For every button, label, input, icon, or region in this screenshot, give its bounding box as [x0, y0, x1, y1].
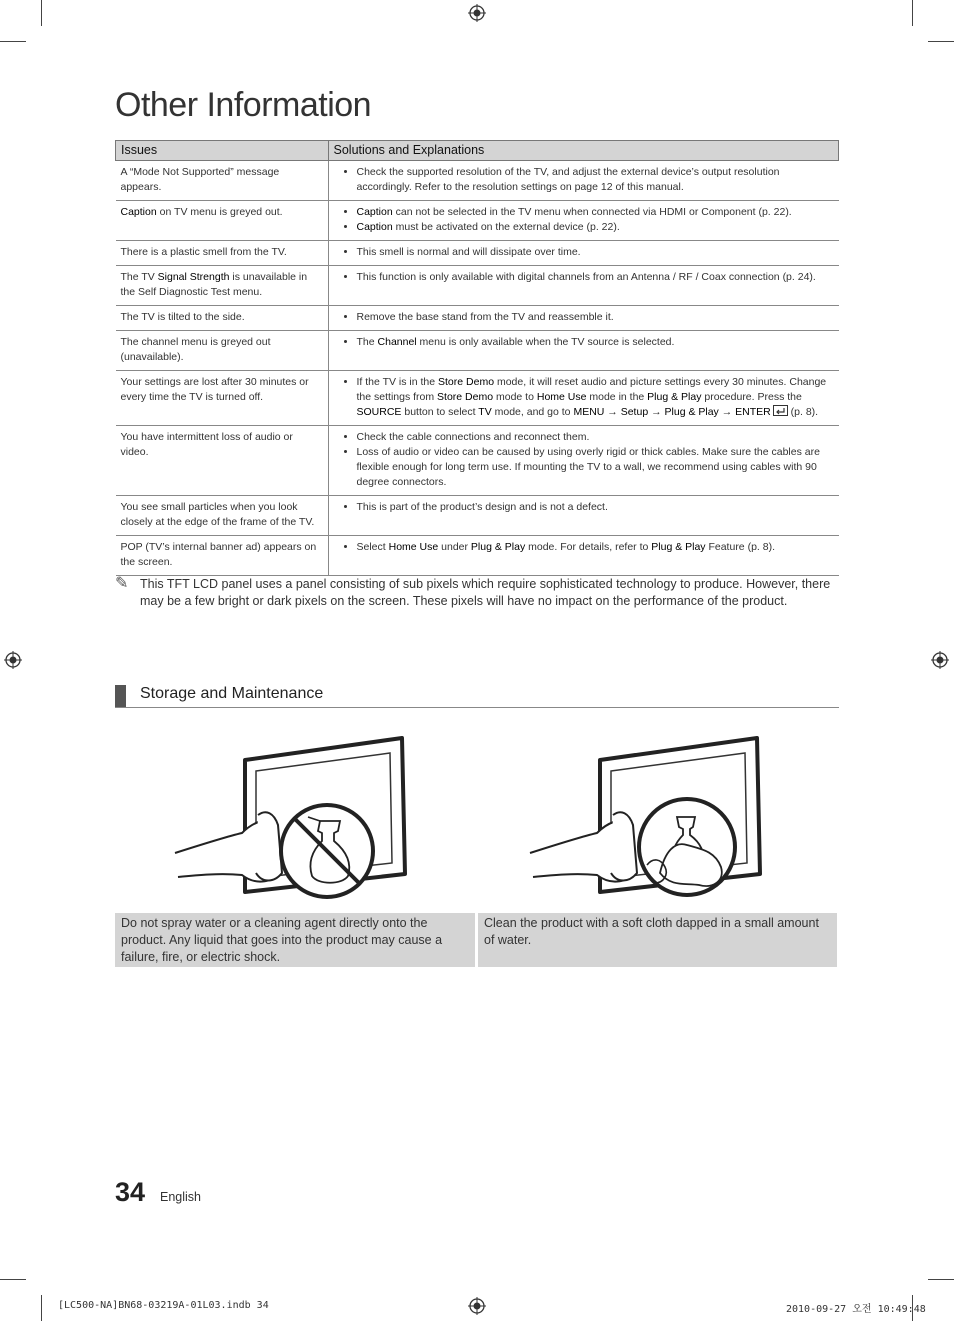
- page-title: Other Information: [115, 86, 372, 124]
- troubleshooting-table: [115, 140, 839, 576]
- solution-cell: [328, 331, 839, 371]
- column-header-issues: Issues: [116, 141, 329, 161]
- solution-text: →: [718, 406, 736, 418]
- solution-cell: [328, 496, 839, 536]
- solution-text: must be activated on the external device (p. 22).: [392, 221, 620, 233]
- issue-cell: [116, 306, 329, 331]
- solution-keyword: Channel: [377, 336, 417, 348]
- page-language: English: [160, 1190, 201, 1204]
- table-row: [116, 426, 839, 496]
- issue-text: The TV is tilted to the side.: [120, 311, 245, 323]
- issue-text: The channel menu is greyed out (unavailable).: [120, 336, 271, 363]
- issue-text: The TV: [120, 271, 158, 283]
- issue-cell: [116, 496, 329, 536]
- solution-keyword: Store Demo: [437, 391, 494, 403]
- table-row: [116, 331, 839, 371]
- solution-keyword: Plug & Play: [647, 391, 702, 403]
- solution-item: [357, 245, 834, 260]
- issue-text: POP (TV’s internal banner ad) appears on the screen.: [120, 541, 317, 568]
- issue-text: There is a plastic smell from the TV.: [120, 246, 287, 258]
- issue-text: on TV menu is greyed out.: [156, 206, 283, 218]
- registration-mark-icon: [931, 651, 949, 669]
- table-row: [116, 496, 839, 536]
- solution-text: procedure. Press the: [701, 391, 802, 403]
- crop-mark: [41, 0, 42, 26]
- issue-cell: [116, 161, 329, 201]
- solution-item: [357, 220, 834, 235]
- solution-text: →: [604, 406, 621, 418]
- issue-keyword: Caption: [120, 206, 157, 218]
- note-block: [115, 576, 839, 609]
- solution-cell: [328, 241, 839, 266]
- solution-text: The: [356, 336, 378, 348]
- solution-list: [334, 540, 834, 555]
- solution-list: [334, 245, 834, 260]
- solution-text: mode in the: [586, 391, 648, 403]
- solution-keyword: TV: [478, 406, 492, 418]
- solution-cell: [328, 266, 839, 306]
- solution-item: [357, 335, 834, 350]
- registration-mark-icon: [468, 4, 486, 22]
- crop-mark: [928, 1279, 954, 1280]
- table-row: [116, 161, 839, 201]
- solution-text: (p. 8).: [787, 406, 819, 418]
- solution-list: [334, 205, 834, 235]
- solution-list: [334, 335, 834, 350]
- solution-text: This smell is normal and will dissipate over time.: [356, 246, 581, 258]
- solution-keyword: Plug & Play: [651, 541, 706, 553]
- issue-cell: [116, 201, 329, 241]
- solution-keyword: Store Demo: [438, 376, 495, 388]
- table-row: [116, 536, 839, 576]
- solution-keyword: Caption: [356, 221, 393, 233]
- solution-text: Check the cable connections and reconnect them.: [356, 431, 590, 443]
- solution-text: mode to: [493, 391, 537, 403]
- solution-text: Remove the base stand from the TV and reassemble it.: [356, 311, 614, 323]
- solution-keyword: Home Use: [388, 541, 439, 553]
- solution-text: mode. For details, refer to: [525, 541, 652, 553]
- table-row: [116, 371, 839, 426]
- solution-text: This is part of the product’s design and is not a defect.: [356, 501, 608, 513]
- pencil-note-icon: ✎: [115, 575, 129, 592]
- issue-text: You see small particles when you look closely at the edge of the frame of the TV.: [120, 501, 315, 528]
- issue-text: A “Mode Not Supported” message appears.: [120, 166, 280, 193]
- solution-cell: [328, 306, 839, 331]
- solution-text: Select: [356, 541, 389, 553]
- solution-item: [357, 445, 834, 490]
- table-header-row: [116, 141, 839, 161]
- solution-list: [334, 500, 834, 515]
- solution-text: can not be selected in the TV menu when connected via HDMI or Component (p. 22).: [392, 206, 792, 218]
- issue-cell: [116, 331, 329, 371]
- caption-clean-with-cloth: Clean the product with a soft cloth dapped in a small amount of water.: [478, 913, 837, 967]
- solution-text: Feature (p. 8).: [705, 541, 775, 553]
- solution-keyword: Setup: [620, 406, 649, 418]
- solution-cell: [328, 201, 839, 241]
- solution-keyword: ENTER: [735, 406, 771, 418]
- table-row: [116, 201, 839, 241]
- print-timestamp: 2010-09-27 오전 10:49:48: [786, 1304, 926, 1315]
- section-marker: [115, 685, 126, 707]
- solution-list: [334, 165, 834, 195]
- solution-text: If the TV is in the: [356, 376, 439, 388]
- solution-keyword: Caption: [356, 206, 393, 218]
- no-spray-illustration: [170, 733, 420, 903]
- solution-cell: [328, 536, 839, 576]
- issue-cell: [116, 426, 329, 496]
- solution-keyword: SOURCE: [356, 406, 402, 418]
- section-title: Storage and Maintenance: [140, 685, 324, 702]
- caption-do-not-spray: Do not spray water or a cleaning agent directly onto the product. Any liquid that goes into the product may cause a failure, fire, or electric shock.: [115, 913, 475, 967]
- solution-item: [357, 500, 834, 515]
- solution-item: [357, 270, 834, 285]
- table-row: [116, 241, 839, 266]
- solution-keyword: Plug & Play: [470, 541, 526, 553]
- solution-cell: [328, 371, 839, 426]
- issue-cell: [116, 371, 329, 426]
- crop-mark: [41, 1295, 42, 1321]
- table-row: [116, 306, 839, 331]
- column-header-solutions: Solutions and Explanations: [328, 141, 839, 161]
- enter-icon: [773, 405, 788, 416]
- registration-mark-icon: [468, 1297, 486, 1315]
- section-header: [115, 683, 839, 708]
- clean-with-cloth-illustration: [525, 733, 775, 903]
- solution-text: Loss of audio or video can be caused by using overly rigid or thick cables. Make sure the cables are flexible enough for long term use. If mounting the TV to a wall, we recommend using cables with 90 degree connectors.: [356, 446, 820, 488]
- crop-mark: [928, 41, 954, 42]
- solution-text: →: [648, 406, 665, 418]
- issue-text: is unavailable in the Self Diagnostic Test menu.: [120, 271, 308, 298]
- solution-list: [334, 310, 834, 325]
- solution-item: [357, 540, 834, 555]
- solution-cell: [328, 426, 839, 496]
- issue-cell: [116, 241, 329, 266]
- solution-list: [334, 430, 834, 490]
- solution-item: [357, 165, 834, 195]
- solution-item: [357, 430, 834, 445]
- solution-item: [357, 205, 834, 220]
- solution-cell: [328, 161, 839, 201]
- solution-text: mode, it will reset audio and picture settings every 30 minutes. Change the settings from: [356, 376, 827, 403]
- table-row: [116, 266, 839, 306]
- issue-text: You have intermittent loss of audio or video.: [120, 431, 293, 458]
- solution-text: menu is only available when the TV source is selected.: [416, 336, 675, 348]
- table-body: [116, 161, 839, 576]
- issue-cell: [116, 266, 329, 306]
- solution-text: under: [438, 541, 471, 553]
- solution-list: [334, 270, 834, 285]
- solution-keyword: Plug & Play: [664, 406, 719, 418]
- solution-list: [334, 375, 834, 420]
- solution-keyword: MENU: [573, 406, 605, 418]
- crop-mark: [0, 1279, 26, 1280]
- solution-item: [357, 375, 834, 420]
- issue-keyword: Signal Strength: [157, 271, 230, 283]
- issue-cell: [116, 536, 329, 576]
- crop-mark: [912, 0, 913, 26]
- solution-text: This function is only available with digital channels from an Antenna / RF / Coax connection (p. 24).: [356, 271, 816, 283]
- issue-text: Your settings are lost after 30 minutes or every time the TV is turned off.: [120, 376, 309, 403]
- solution-text: mode, and go to: [491, 406, 574, 418]
- solution-text: button to select: [401, 406, 479, 418]
- note-text: This TFT LCD panel uses a panel consisting of sub pixels which require sophisticated technology to produce. However, there may be a few bright or dark pixels on the screen. These pixels will have no impact on the performance of the product.: [140, 577, 831, 608]
- solution-item: [357, 310, 834, 325]
- crop-mark: [0, 41, 26, 42]
- page-number: 34: [115, 1177, 146, 1207]
- registration-mark-icon: [4, 651, 22, 669]
- print-file-info: [LC500-NA]BN68-03219A-01L03.indb 34: [58, 1300, 269, 1311]
- solution-text: Check the supported resolution of the TV, and adjust the external device’s output resolution accordingly. Refer to the resolution settings on page 12 of this manual.: [356, 166, 780, 193]
- solution-keyword: Home Use: [536, 391, 587, 403]
